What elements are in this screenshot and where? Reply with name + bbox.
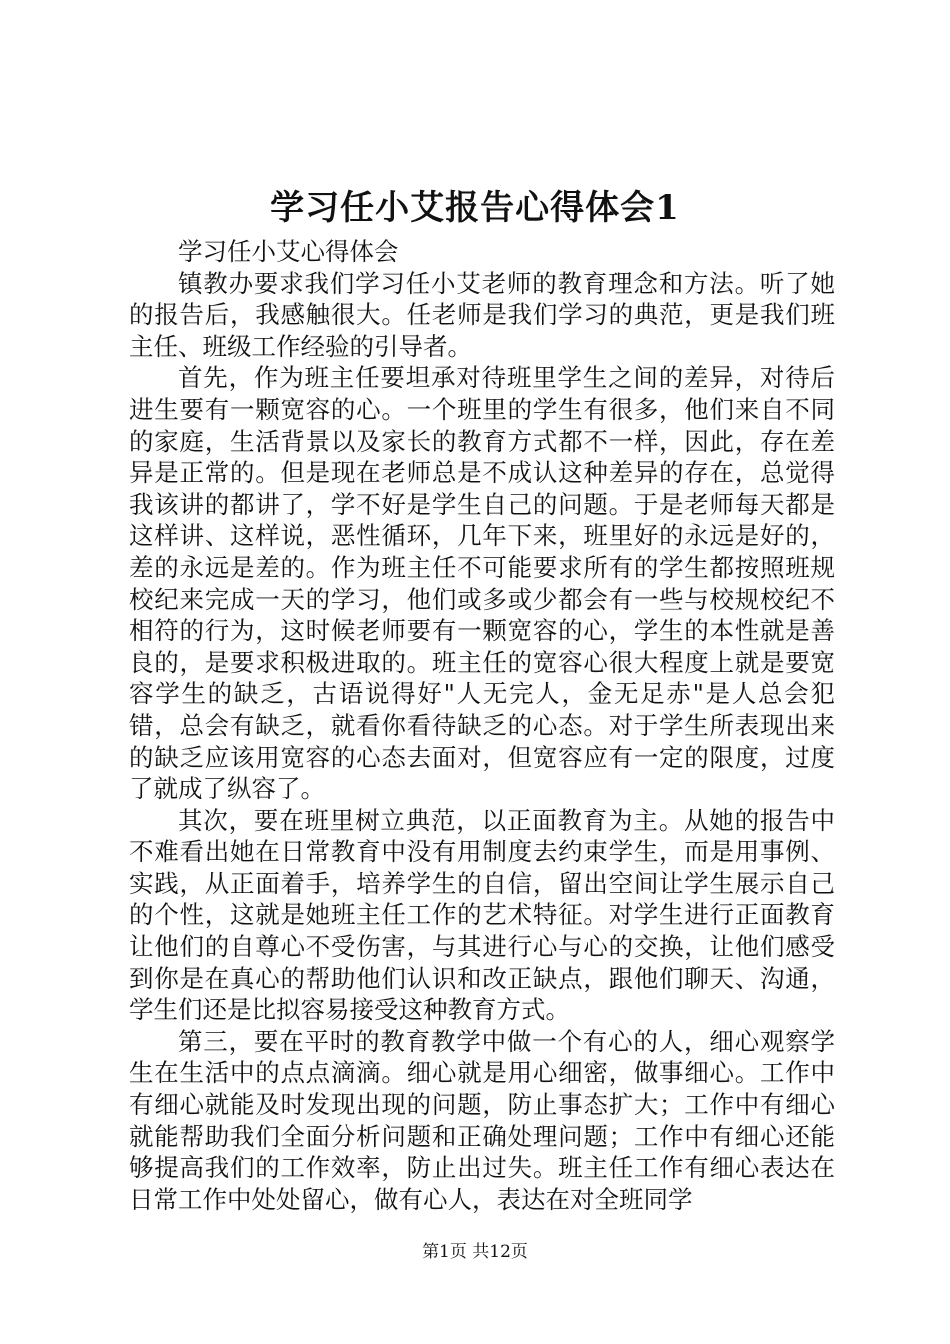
paragraph-subtitle: 学习任小艾心得体会 — [178, 237, 399, 266]
paragraph-intro: 镇教办要求我们学习任小艾老师的教育理念和方法。听了她的报告后，我感触很大。任老师是我们学习的典范，更是我们班主任、班级工作经验的引导者。 — [129, 268, 835, 361]
document-body — [129, 236, 835, 1215]
document-title: 学习任小艾报告心得体会1 — [270, 188, 680, 228]
paragraph-first-point: 首先，作为班主任要坦承对待班里学生之间的差异，对待后进生要有一颗宽容的心。一个班里的学生有很多，他们来自不同的家庭，生活背景以及家长的教育方式都不一样，因此，存在差异是正常的。但是现在老师总是不成认这种差异的存在，总觉得我该讲的都讲了，学不好是学生自己的问题。于是老师每天都是这样讲、这样说，恶性循环，几年下来，班里好的永远是好的，差的永远是差的。作为班主任不可能要求所有的学生都按照班规校纪来完成一天的学习，他们或多或少都会有一些与校规校纪不相符的行为，这时候老师要有一颗宽容的心，学生的本性就是善良的，是要求积极进取的。班主任的宽容心很大程度上就是要宽容学生的缺乏，古语说得好"人无完人，金无足赤"是人总会犯错，总会有缺乏，就看你看待缺乏的心态。对于学生所表现出来的缺乏应该用宽容的心态去面对，但宽容应有一定的限度，过度了就成了纵容了。 — [129, 363, 835, 804]
page-footer: 第1页 共12页 — [422, 1242, 528, 1262]
paragraph-third-point: 第三，要在平时的教育教学中做一个有心的人，细心观察学生在生活中的点点滴滴。细心就是用心细密，做事细心。工作中有细心就能及时发现出现的问题，防止事态扩大；工作中有细心就能帮助我们全面分析问题和正确处理问题；工作中有细心还能够提高我们的工作效率，防止出过失。班主任工作有细心表达在日常工作中处处留心，做有心人，表达在对全班同学 — [129, 1026, 835, 1214]
paragraph-second-point: 其次，要在班里树立典范，以正面教育为主。从她的报告中不难看出她在日常教育中没有用制度去约束学生，而是用事例、实践，从正面着手，培养学生的自信，留出空间让学生展示自己的个性，这就是她班主任工作的艺术特征。对学生进行正面教育让他们的自尊心不受伤害，与其进行心与心的交换，让他们感受到你是在真心的帮助他们认识和改正缺点，跟他们聊天、沟通，学生们还是比拟容易接受这种教育方式。 — [129, 805, 835, 1025]
